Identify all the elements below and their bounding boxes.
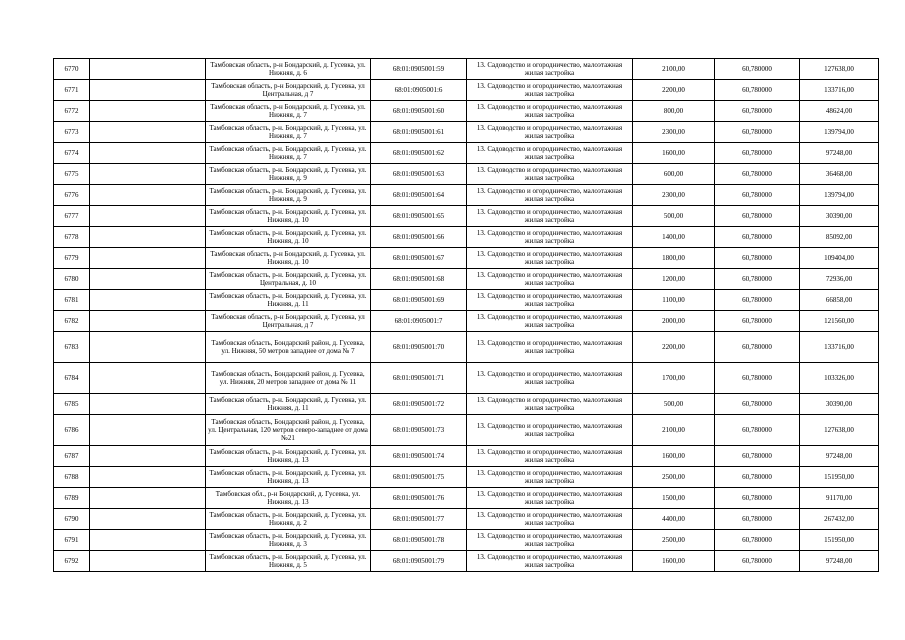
cadastral-number-cell: 68:01:0905001:79 [371, 551, 467, 572]
specific-value-cell: 60,780000 [715, 185, 800, 206]
cadastral-value-cell: 127638,00 [800, 415, 879, 446]
address-cell: Тамбовская область, р-н. Бондарский, д. Гусевка, ул. Центральная, д. 10 [206, 269, 371, 290]
specific-value-cell: 60,780000 [715, 164, 800, 185]
address-cell: Тамбовская область, р-н. Бондарский, д. Гусевка, ул. Нижняя, д. 7 [206, 122, 371, 143]
address-cell: Тамбовская область, р-н. Бондарский, д. Гусевка, ул. Нижняя, д. 3 [206, 530, 371, 551]
specific-value-cell: 60,780000 [715, 101, 800, 122]
area-cell: 600,00 [633, 164, 715, 185]
area-cell: 1800,00 [633, 248, 715, 269]
area-cell: 2300,00 [633, 185, 715, 206]
cadastral-value-table [53, 58, 879, 572]
blank-cell [90, 446, 206, 467]
land-use-cell: 13. Садоводство и огородничество, малоэтажная жилая застройка [467, 269, 633, 290]
cadastral-value-cell: 133716,00 [800, 332, 879, 363]
table-row [54, 415, 879, 446]
address-cell: Тамбовская область, р-н. Бондарский, д. Гусевка, ул. Нижняя, д. 13 [206, 467, 371, 488]
cadastral-number-cell: 68:01:0905001:70 [371, 332, 467, 363]
cadastral-number-cell: 68:01:0905001:72 [371, 394, 467, 415]
blank-cell [90, 269, 206, 290]
land-use-cell: 13. Садоводство и огородничество, малоэтажная жилая застройка [467, 394, 633, 415]
cadastral-value-cell: 97248,00 [800, 551, 879, 572]
cadastral-number-cell: 68:01:0905001:77 [371, 509, 467, 530]
blank-cell [90, 394, 206, 415]
land-use-cell: 13. Садоводство и огородничество, малоэтажная жилая застройка [467, 415, 633, 446]
blank-cell [90, 488, 206, 509]
area-cell: 1600,00 [633, 551, 715, 572]
cadastral-value-cell: 139794,00 [800, 185, 879, 206]
table-row [54, 509, 879, 530]
address-cell: Тамбовская область, р-н. Бондарский, д. Гусевка, ул. Нижняя, д. 9 [206, 164, 371, 185]
row-number-cell: 6787 [54, 446, 90, 467]
area-cell: 1700,00 [633, 363, 715, 394]
specific-value-cell: 60,780000 [715, 332, 800, 363]
row-number-cell: 6784 [54, 363, 90, 394]
land-use-cell: 13. Садоводство и огородничество, малоэтажная жилая застройка [467, 509, 633, 530]
cadastral-value-cell: 48624,00 [800, 101, 879, 122]
cadastral-value-cell: 97248,00 [800, 143, 879, 164]
blank-cell [90, 467, 206, 488]
land-use-cell: 13. Садоводство и огородничество, малоэтажная жилая застройка [467, 488, 633, 509]
cadastral-number-cell: 68:01:0905001:73 [371, 415, 467, 446]
land-use-cell: 13. Садоводство и огородничество, малоэтажная жилая застройка [467, 164, 633, 185]
cadastral-value-cell: 30390,00 [800, 206, 879, 227]
blank-cell [90, 290, 206, 311]
cadastral-number-cell: 68:01:0905001:60 [371, 101, 467, 122]
land-use-cell: 13. Садоводство и огородничество, малоэтажная жилая застройка [467, 551, 633, 572]
land-use-cell: 13. Садоводство и огородничество, малоэтажная жилая застройка [467, 290, 633, 311]
table-row [54, 206, 879, 227]
land-use-cell: 13. Садоводство и огородничество, малоэтажная жилая застройка [467, 311, 633, 332]
table-row [54, 332, 879, 363]
specific-value-cell: 60,780000 [715, 311, 800, 332]
area-cell: 2200,00 [633, 332, 715, 363]
table-row [54, 290, 879, 311]
blank-cell [90, 185, 206, 206]
cadastral-number-cell: 68:01:0905001:78 [371, 530, 467, 551]
cadastral-number-cell: 68:01:0905001:62 [371, 143, 467, 164]
row-number-cell: 6780 [54, 269, 90, 290]
address-cell: Тамбовская область, р-н. Бондарский, д. Гусевка, ул. Нижняя, д. 13 [206, 446, 371, 467]
blank-cell [90, 59, 206, 80]
address-cell: Тамбовская обл., р-н Бондарский, д. Гусевка, ул. Нижняя, д. 13 [206, 488, 371, 509]
cadastral-value-cell: 103326,00 [800, 363, 879, 394]
land-use-cell: 13. Садоводство и огородничество, малоэтажная жилая застройка [467, 446, 633, 467]
address-cell: Тамбовская область, р-н. Бондарский, д. Гусевка, ул. Нижняя, д. 5 [206, 551, 371, 572]
cadastral-value-cell: 267432,00 [800, 509, 879, 530]
area-cell: 2300,00 [633, 122, 715, 143]
row-number-cell: 6773 [54, 122, 90, 143]
cadastral-value-cell: 109404,00 [800, 248, 879, 269]
cadastral-value-cell: 139794,00 [800, 122, 879, 143]
cadastral-value-cell: 127638,00 [800, 59, 879, 80]
cadastral-number-cell: 68:01:0905001:61 [371, 122, 467, 143]
area-cell: 1600,00 [633, 446, 715, 467]
land-use-cell: 13. Садоводство и огородничество, малоэтажная жилая застройка [467, 206, 633, 227]
specific-value-cell: 60,780000 [715, 80, 800, 101]
table-row [54, 122, 879, 143]
address-cell: Тамбовская область, р-н. Бондарский, д. Гусевка, ул. Нижняя, д. 10 [206, 227, 371, 248]
area-cell: 1100,00 [633, 290, 715, 311]
table-row [54, 467, 879, 488]
blank-cell [90, 164, 206, 185]
land-use-cell: 13. Садоводство и огородничество, малоэтажная жилая застройка [467, 122, 633, 143]
cadastral-value-cell: 121560,00 [800, 311, 879, 332]
address-cell: Тамбовская область, Бондарский район, д. Гусевка, ул. Центральная, 120 метров северо-западнее от дома №21 [206, 415, 371, 446]
cadastral-number-cell: 68:01:0905001:68 [371, 269, 467, 290]
land-use-cell: 13. Садоводство и огородничество, малоэтажная жилая застройка [467, 332, 633, 363]
blank-cell [90, 332, 206, 363]
blank-cell [90, 363, 206, 394]
specific-value-cell: 60,780000 [715, 290, 800, 311]
table-body [54, 59, 879, 572]
specific-value-cell: 60,780000 [715, 509, 800, 530]
row-number-cell: 6792 [54, 551, 90, 572]
table-row [54, 80, 879, 101]
cadastral-value-cell: 151950,00 [800, 530, 879, 551]
row-number-cell: 6791 [54, 530, 90, 551]
cadastral-value-cell: 85092,00 [800, 227, 879, 248]
cadastral-number-cell: 68:01:0905001:59 [371, 59, 467, 80]
cadastral-number-cell: 68:01:0905001:66 [371, 227, 467, 248]
address-cell: Тамбовская область, р-н. Бондарский, д. Гусевка, ул. Нижняя, д. 7 [206, 143, 371, 164]
row-number-cell: 6788 [54, 467, 90, 488]
specific-value-cell: 60,780000 [715, 415, 800, 446]
specific-value-cell: 60,780000 [715, 227, 800, 248]
area-cell: 1400,00 [633, 227, 715, 248]
cadastral-value-cell: 66858,00 [800, 290, 879, 311]
table-row [54, 394, 879, 415]
land-use-cell: 13. Садоводство и огородничество, малоэтажная жилая застройка [467, 185, 633, 206]
address-cell: Тамбовская область, р-н. Бондарский, д. Гусевка, ул. Нижняя, д. 2 [206, 509, 371, 530]
blank-cell [90, 122, 206, 143]
address-cell: Тамбовская область, Бондарский район, д. Гусевка, ул. Нижняя, 50 метров западнее от дома № 7 [206, 332, 371, 363]
specific-value-cell: 60,780000 [715, 394, 800, 415]
specific-value-cell: 60,780000 [715, 363, 800, 394]
specific-value-cell: 60,780000 [715, 206, 800, 227]
land-use-cell: 13. Садоводство и огородничество, малоэтажная жилая застройка [467, 143, 633, 164]
blank-cell [90, 248, 206, 269]
blank-cell [90, 80, 206, 101]
specific-value-cell: 60,780000 [715, 122, 800, 143]
cadastral-value-cell: 97248,00 [800, 446, 879, 467]
row-number-cell: 6790 [54, 509, 90, 530]
area-cell: 2200,00 [633, 80, 715, 101]
blank-cell [90, 227, 206, 248]
cadastral-value-cell: 91170,00 [800, 488, 879, 509]
row-number-cell: 6770 [54, 59, 90, 80]
land-use-cell: 13. Садоводство и огородничество, малоэтажная жилая застройка [467, 363, 633, 394]
table-row [54, 363, 879, 394]
area-cell: 2000,00 [633, 311, 715, 332]
row-number-cell: 6778 [54, 227, 90, 248]
area-cell: 2500,00 [633, 467, 715, 488]
table-row [54, 488, 879, 509]
land-use-cell: 13. Садоводство и огородничество, малоэтажная жилая застройка [467, 59, 633, 80]
row-number-cell: 6781 [54, 290, 90, 311]
address-cell: Тамбовская область, р-н Бондарский, д. Гусевка, ул. Нижняя, д. 6 [206, 59, 371, 80]
address-cell: Тамбовская область, р-н. Бондарский, д. Гусевка, ул. Нижняя, д. 11 [206, 394, 371, 415]
area-cell: 500,00 [633, 206, 715, 227]
area-cell: 2100,00 [633, 59, 715, 80]
specific-value-cell: 60,780000 [715, 143, 800, 164]
blank-cell [90, 509, 206, 530]
land-use-cell: 13. Садоводство и огородничество, малоэтажная жилая застройка [467, 101, 633, 122]
row-number-cell: 6772 [54, 101, 90, 122]
area-cell: 2100,00 [633, 415, 715, 446]
land-use-cell: 13. Садоводство и огородничество, малоэтажная жилая застройка [467, 530, 633, 551]
table-row [54, 143, 879, 164]
address-cell: Тамбовская область, р-н Бондарский, д. Гусевка, ул. Нижняя, д. 10 [206, 248, 371, 269]
cadastral-number-cell: 68:01:0905001:67 [371, 248, 467, 269]
blank-cell [90, 415, 206, 446]
address-cell: Тамбовская область, р-н. Бондарский, д. Гусевка, ул. Нижняя, д. 11 [206, 290, 371, 311]
table-row [54, 248, 879, 269]
specific-value-cell: 60,780000 [715, 530, 800, 551]
land-use-cell: 13. Садоводство и огородничество, малоэтажная жилая застройка [467, 227, 633, 248]
cadastral-number-cell: 68:01:0905001:6 [371, 80, 467, 101]
blank-cell [90, 311, 206, 332]
cadastral-number-cell: 68:01:0905001:64 [371, 185, 467, 206]
table-row [54, 59, 879, 80]
cadastral-number-cell: 68:01:0905001:63 [371, 164, 467, 185]
row-number-cell: 6779 [54, 248, 90, 269]
area-cell: 4400,00 [633, 509, 715, 530]
address-cell: Тамбовская область, р-н. Бондарский, д. Гусевка, ул. Нижняя, д. 9 [206, 185, 371, 206]
row-number-cell: 6771 [54, 80, 90, 101]
row-number-cell: 6783 [54, 332, 90, 363]
specific-value-cell: 60,780000 [715, 467, 800, 488]
cadastral-number-cell: 68:01:0905001:76 [371, 488, 467, 509]
specific-value-cell: 60,780000 [715, 488, 800, 509]
table-row [54, 269, 879, 290]
blank-cell [90, 143, 206, 164]
specific-value-cell: 60,780000 [715, 446, 800, 467]
address-cell: Тамбовская область, Бондарский район, д. Гусевка, ул. Нижняя, 20 метров западнее от дома № 11 [206, 363, 371, 394]
table-row [54, 101, 879, 122]
row-number-cell: 6789 [54, 488, 90, 509]
row-number-cell: 6782 [54, 311, 90, 332]
cadastral-value-cell: 30390,00 [800, 394, 879, 415]
table-row [54, 530, 879, 551]
row-number-cell: 6774 [54, 143, 90, 164]
land-use-cell: 13. Садоводство и огородничество, малоэтажная жилая застройка [467, 467, 633, 488]
specific-value-cell: 60,780000 [715, 269, 800, 290]
row-number-cell: 6786 [54, 415, 90, 446]
cadastral-value-cell: 133716,00 [800, 80, 879, 101]
cadastral-value-cell: 151950,00 [800, 467, 879, 488]
area-cell: 2500,00 [633, 530, 715, 551]
cadastral-number-cell: 68:01:0905001:69 [371, 290, 467, 311]
specific-value-cell: 60,780000 [715, 59, 800, 80]
row-number-cell: 6777 [54, 206, 90, 227]
row-number-cell: 6775 [54, 164, 90, 185]
land-use-cell: 13. Садоводство и огородничество, малоэтажная жилая застройка [467, 80, 633, 101]
area-cell: 1500,00 [633, 488, 715, 509]
blank-cell [90, 530, 206, 551]
specific-value-cell: 60,780000 [715, 248, 800, 269]
cadastral-value-cell: 36468,00 [800, 164, 879, 185]
row-number-cell: 6785 [54, 394, 90, 415]
area-cell: 800,00 [633, 101, 715, 122]
address-cell: Тамбовская область, р-н Бондарский, д. Гусевка, ул Центральная, д 7 [206, 80, 371, 101]
area-cell: 1200,00 [633, 269, 715, 290]
specific-value-cell: 60,780000 [715, 551, 800, 572]
table-row [54, 164, 879, 185]
land-use-cell: 13. Садоводство и огородничество, малоэтажная жилая застройка [467, 248, 633, 269]
table-row [54, 446, 879, 467]
area-cell: 1600,00 [633, 143, 715, 164]
cadastral-number-cell: 68:01:0905001:7 [371, 311, 467, 332]
row-number-cell: 6776 [54, 185, 90, 206]
cadastral-number-cell: 68:01:0905001:71 [371, 363, 467, 394]
table-row [54, 185, 879, 206]
blank-cell [90, 551, 206, 572]
table-row [54, 311, 879, 332]
blank-cell [90, 206, 206, 227]
table-row [54, 551, 879, 572]
address-cell: Тамбовская область, р-н. Бондарский, д. Гусевка, ул. Нижняя, д. 10 [206, 206, 371, 227]
cadastral-number-cell: 68:01:0905001:75 [371, 467, 467, 488]
cadastral-number-cell: 68:01:0905001:65 [371, 206, 467, 227]
address-cell: Тамбовская область, р-н Бондарский, д. Гусевка, ул. Нижняя, д. 7 [206, 101, 371, 122]
table-row [54, 227, 879, 248]
area-cell: 500,00 [633, 394, 715, 415]
cadastral-value-cell: 72936,00 [800, 269, 879, 290]
address-cell: Тамбовская область, р-н Бондарский, д. Гусевка, ул Центральная, д 7 [206, 311, 371, 332]
blank-cell [90, 101, 206, 122]
cadastral-number-cell: 68:01:0905001:74 [371, 446, 467, 467]
